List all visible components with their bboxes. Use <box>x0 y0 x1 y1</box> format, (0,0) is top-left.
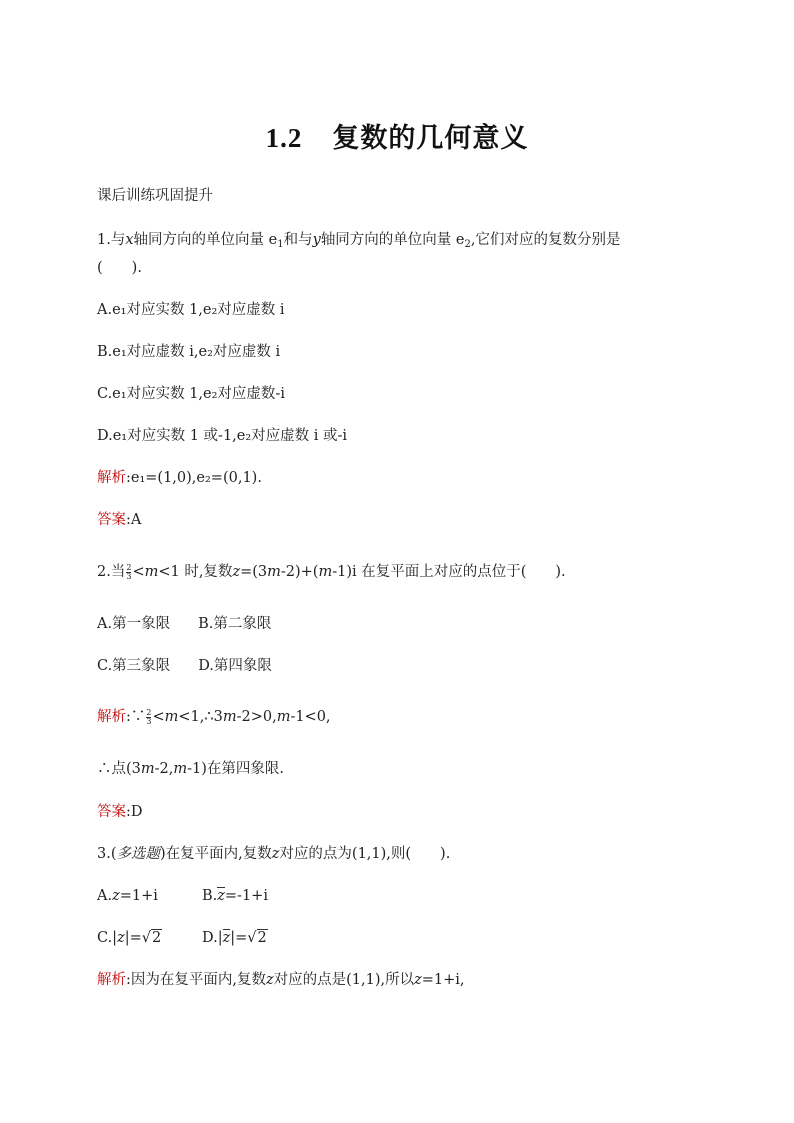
q3-stem-text: 对应的点为(1,1),则( ). <box>279 846 451 862</box>
analysis-text: :∵ <box>126 709 146 725</box>
var-z: z <box>266 972 274 988</box>
sqrt-expression <box>247 928 267 948</box>
fraction-numerator: 2 <box>146 707 152 717</box>
q1-blank: ( ). <box>97 260 142 276</box>
q2-stem-text: -1)i 在复平面上对应的点位于( ). <box>332 564 566 580</box>
analysis-text: :e₁=(1,0),e₂=(0,1). <box>126 470 262 486</box>
var-m: m <box>140 761 155 777</box>
q1-option-b: B.e₁对应虚数 i,e₂对应虚数 i <box>97 344 281 360</box>
var-z: z <box>271 846 280 862</box>
analysis-text: -1)在第四象限. <box>187 761 285 777</box>
analysis-text: -2, <box>154 761 174 777</box>
answer-label: 答案 <box>97 512 126 528</box>
q3-option-b <box>202 887 268 904</box>
q2-analysis-line2 <box>97 759 284 779</box>
q1-sub: 2 <box>464 239 471 250</box>
analysis-label: 解析 <box>97 709 126 725</box>
q1-var-y: y <box>312 232 321 248</box>
analysis-text: 对应的点是(1,1),所以 <box>273 972 415 988</box>
var-z: z <box>112 888 120 904</box>
var-m: m <box>164 709 179 725</box>
var-m: m <box>173 761 188 777</box>
analysis-text: ∴点(3 <box>97 761 141 777</box>
q1-analysis <box>97 468 262 488</box>
q2-option-a: A.第一象限 <box>97 616 171 632</box>
option-prefix: B. <box>202 888 218 904</box>
q1-option-c: C.e₁对应实数 1,e₂对应虚数-i <box>97 386 285 402</box>
q2-stem-text: <1 时,复数 <box>158 564 233 580</box>
q1-stem-text: 和与 <box>283 232 313 248</box>
section-number: 1.2 <box>265 123 303 153</box>
page-title <box>0 116 794 155</box>
fraction-numerator: 2 <box>126 562 132 572</box>
option-prefix: A. <box>97 888 113 904</box>
analysis-text: =1+i, <box>421 972 465 988</box>
var-z: z <box>232 564 241 580</box>
q1-stem-text: ,它们对应的复数分别是 <box>470 232 621 248</box>
analysis-text: :因为在复平面内,复数 <box>126 972 266 988</box>
q3-option-a <box>97 886 202 906</box>
var-m: m <box>276 709 291 725</box>
q2-option-b: B.第二象限 <box>198 616 272 632</box>
q2-stem-text: < <box>132 564 145 580</box>
q1-stem <box>97 230 621 250</box>
q3-multi-label: 多选题 <box>116 846 160 862</box>
q3-options-row2 <box>97 928 268 948</box>
var-z: z <box>414 972 422 988</box>
q3-stem <box>97 844 450 864</box>
q3-stem-text: )在复平面内,复数 <box>160 846 272 862</box>
q1-sub: 1 <box>277 239 284 250</box>
fraction <box>146 709 151 726</box>
q1-option-d: D.e₁对应实数 1 或-1,e₂对应虚数 i 或-i <box>97 428 348 444</box>
q1-stem-text: 轴同方向的单位向量 e <box>320 232 465 248</box>
answer-text: :D <box>126 804 143 820</box>
analysis-text: <1,∴3 <box>178 709 223 725</box>
var-m: m <box>267 564 281 580</box>
option-prefix: C.| <box>97 930 118 946</box>
section-title: 复数的几何意义 <box>332 123 529 154</box>
q2-stem <box>97 562 566 582</box>
var-z: z <box>117 930 125 946</box>
q3-analysis <box>97 970 465 990</box>
fraction-denominator: 3 <box>146 716 152 726</box>
q2-analysis <box>97 707 331 727</box>
q1-stem-text: 1.与 <box>97 232 126 248</box>
sqrt-symbol: √ <box>141 930 152 946</box>
option-text: =-1+i <box>224 888 268 904</box>
analysis-label: 解析 <box>97 972 126 988</box>
q3-stem-text: 3.( <box>97 846 117 862</box>
q2-options-row1 <box>97 614 271 634</box>
sqrt-radicand: 2 <box>152 930 162 946</box>
q1-option-a: A.e₁对应实数 1,e₂对应虚数 i <box>97 302 285 318</box>
analysis-text: -2>0, <box>236 709 277 725</box>
q2-stem-text: 2.当 <box>97 564 126 580</box>
sqrt-expression <box>142 928 162 948</box>
q2-option-d: D.第四象限 <box>198 658 272 674</box>
answer-text: :A <box>126 512 142 528</box>
section-label: 课后训练巩固提升 <box>97 188 213 204</box>
q3-option-d <box>202 930 268 946</box>
option-text: |= <box>124 930 142 946</box>
q1-stem-text: 轴同方向的单位向量 e <box>133 232 278 248</box>
answer-label: 答案 <box>97 804 126 820</box>
option-text: |= <box>230 930 248 946</box>
var-m: m <box>144 564 159 580</box>
analysis-text: -1<0, <box>290 709 331 725</box>
q2-answer <box>97 802 143 822</box>
fraction <box>126 564 131 581</box>
q2-option-c: C.第三象限 <box>97 658 171 674</box>
var-m: m <box>222 709 237 725</box>
option-text: =1+i <box>119 888 158 904</box>
q2-options-row2 <box>97 656 272 676</box>
sqrt-symbol: √ <box>247 930 257 946</box>
q2-stem-text: -2)+( <box>280 564 319 580</box>
analysis-text: < <box>152 709 165 725</box>
var-z-conjugate: z <box>222 930 231 946</box>
var-z-conjugate: z <box>217 888 225 904</box>
analysis-label: 解析 <box>97 470 126 486</box>
q3-option-c <box>97 928 202 948</box>
q1-var-x: x <box>125 232 134 248</box>
q3-options-row1 <box>97 886 268 906</box>
option-prefix: D.| <box>202 930 223 946</box>
var-m: m <box>318 564 333 580</box>
sqrt-radicand: 2 <box>257 930 267 946</box>
q1-answer <box>97 510 141 530</box>
fraction-denominator: 3 <box>126 571 132 581</box>
q2-stem-text: =(3 <box>240 564 268 580</box>
